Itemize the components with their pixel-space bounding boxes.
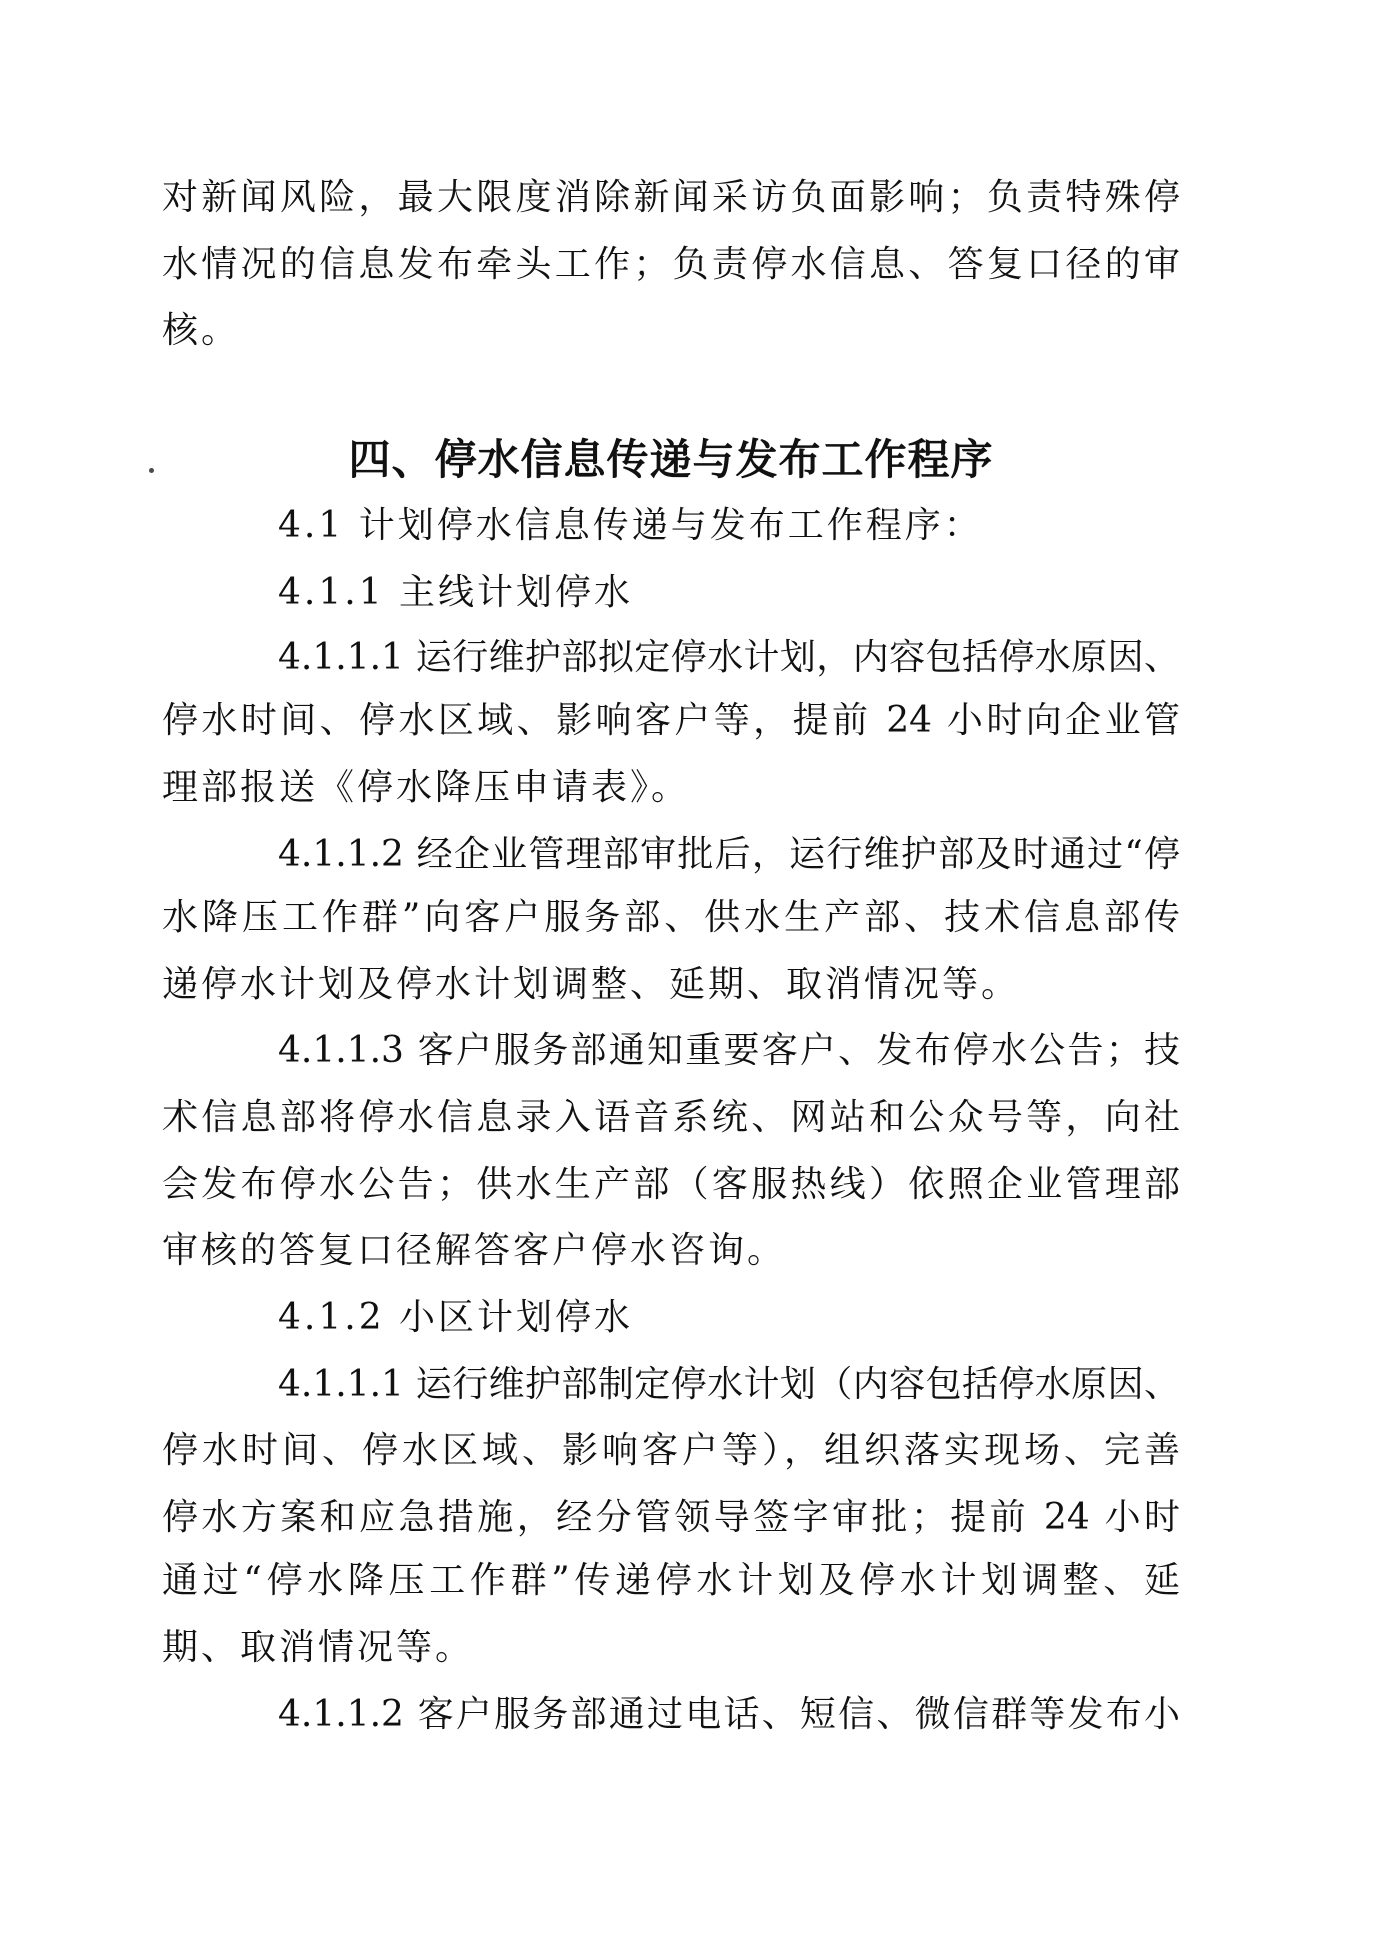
text-line: 4.1.1.2 客户服务部通过电话、短信、微信群等发布小 — [278, 1694, 1180, 1735]
text-line: 通过“停水降压工作群”传递停水计划及停水计划调整、延 — [162, 1560, 1180, 1601]
text-line: 停水时间、停水区域、影响客户等），组织落实现场、完善 — [162, 1430, 1180, 1471]
text-line: 对新闻风险，最大限度消除新闻采访负面影响；负责特殊停 — [162, 177, 1180, 218]
text-line: 水降压工作群”向客户服务部、供水生产部、技术信息部传 — [162, 897, 1180, 938]
text-line: 4.1.1.2 经企业管理部审批后，运行维护部及时通过“停 — [278, 834, 1180, 875]
text-line: 术信息部将停水信息录入语音系统、网站和公众号等，向社 — [162, 1097, 1180, 1138]
text-line: 期、取消情况等。 — [162, 1627, 475, 1668]
text-line: 4.1.1.1 运行维护部制定停水计划（内容包括停水原因、 — [278, 1364, 1180, 1405]
text-line: 停水时间、停水区域、影响客户等，提前 24 小时向企业管 — [162, 700, 1180, 741]
text-line: 4.1 计划停水信息传递与发布工作程序： — [278, 505, 983, 546]
text-line: 4.1.2 小区计划停水 — [278, 1297, 634, 1338]
text-line: 核。 — [162, 310, 241, 351]
text-line: 审核的答复口径解答客户停水咨询。 — [162, 1230, 787, 1271]
text-line: 停水方案和应急措施，经分管领导签字审批；提前 24 小时 — [162, 1497, 1180, 1538]
text-line: 4.1.1.1 运行维护部拟定停水计划，内容包括停水原因、 — [278, 637, 1180, 678]
text-line: 理部报送《停水降压申请表》。 — [162, 767, 691, 808]
text-line: 4.1.1 主线计划停水 — [278, 572, 634, 613]
text-line: 会发布停水公告；供水生产部（客服热线）依照企业管理部 — [162, 1164, 1180, 1205]
text-line: 递停水计划及停水计划调整、延期、取消情况等。 — [162, 964, 1021, 1005]
text-line: 水情况的信息发布牵头工作；负责停水信息、答复口径的审 — [162, 244, 1180, 285]
scan-speck — [149, 468, 154, 473]
text-line: 4.1.1.3 客户服务部通知重要客户、发布停水公告；技 — [278, 1030, 1180, 1071]
section-heading: 四、停水信息传递与发布工作程序 — [348, 435, 994, 484]
